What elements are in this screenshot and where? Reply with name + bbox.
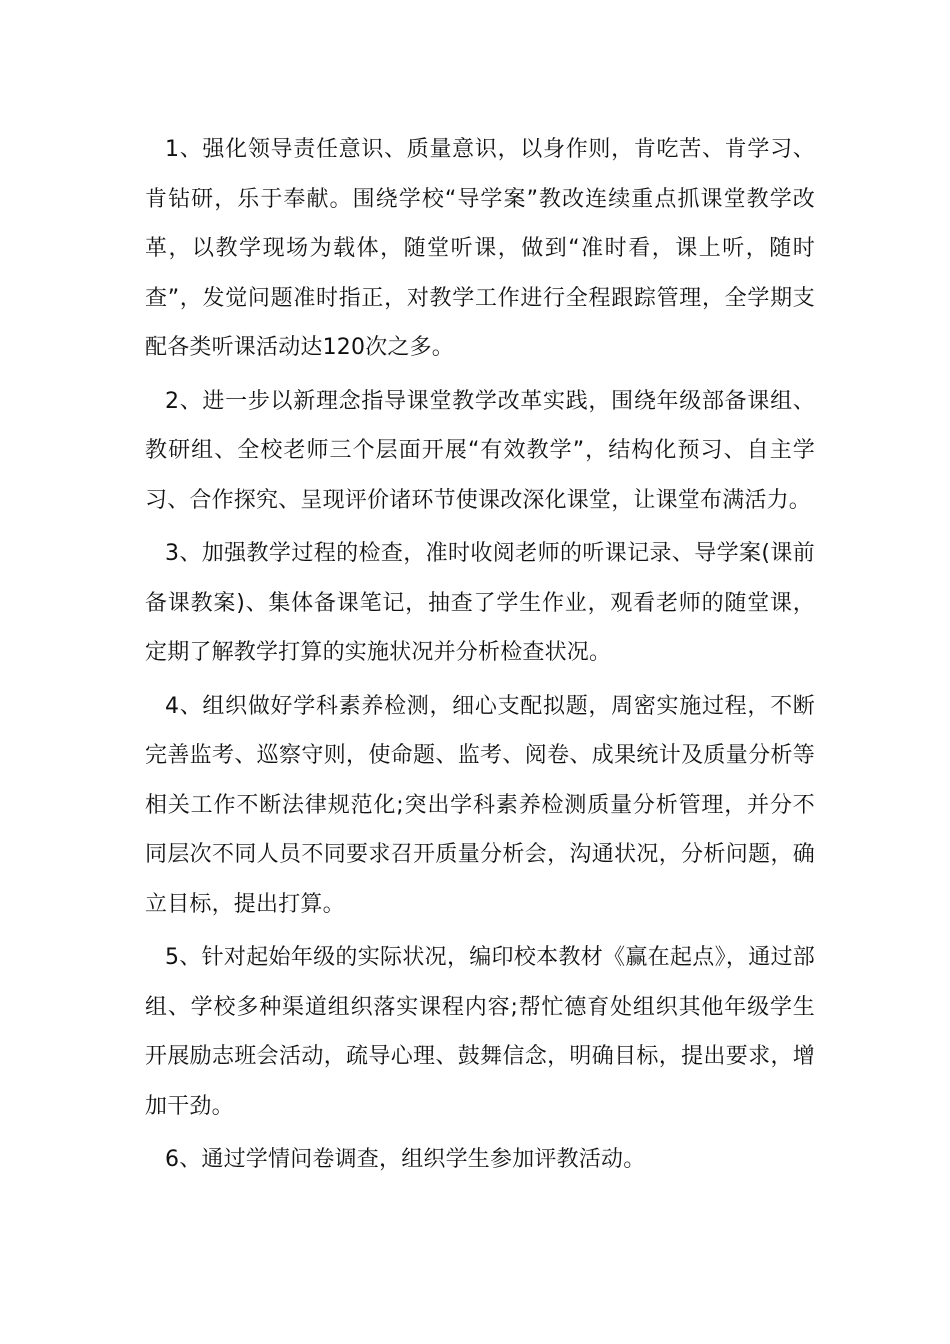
- document-body: [145, 125, 815, 1189]
- paragraph-3: 3、加强教学过程的检查，准时收阅老师的听课记录、导学案(课前备课教案)、集体备课笔记，抽查了学生作业，观看老师的随堂课，定期了解教学打算的实施状况并分析检查状况。: [145, 541, 815, 665]
- paragraph-1: 1、强化领导责任意识、质量意识，以身作则，肯吃苦、肯学习、肯钻研，乐于奉献。围绕学校“导学案”教改连续重点抓课堂教学改革，以教学现场为载体，随堂听课，做到“准时看，课上听，随时查”，发觉问题准时指正，对教学工作进行全程跟踪管理，全学期支配各类听课活动达120次之多。: [145, 137, 815, 360]
- paragraph-2: 2、进一步以新理念指导课堂教学改革实践，围绕年级部备课组、教研组、全校老师三个层面开展“有效教学”，结构化预习、自主学习、合作探究、呈现评价诸环节使课改深化课堂，让课堂布满活力。: [145, 388, 815, 513]
- paragraph-5: 5、针对起始年级的实际状况，编印校本教材《赢在起点》，通过部组、学校多种渠道组织落实课程内容;帮忙德育处组织其他年级学生开展励志班会活动，疏导心理、鼓舞信念，明确目标，提出要求，增加干劲。: [145, 945, 815, 1119]
- paragraph-4: 4、组织做好学科素养检测，细心支配拟题，周密实施过程，不断完善监考、巡察守则，使命题、监考、阅卷、成果统计及质量分析等相关工作不断法律规范化;突出学科素养检测质量分析管理，并分不同层次不同人员不同要求召开质量分析会，沟通状况，分析问题，确立目标，提出打算。: [145, 693, 815, 917]
- paragraph-6: 6、通过学情问卷调查，组织学生参加评教活动。: [165, 1147, 646, 1172]
